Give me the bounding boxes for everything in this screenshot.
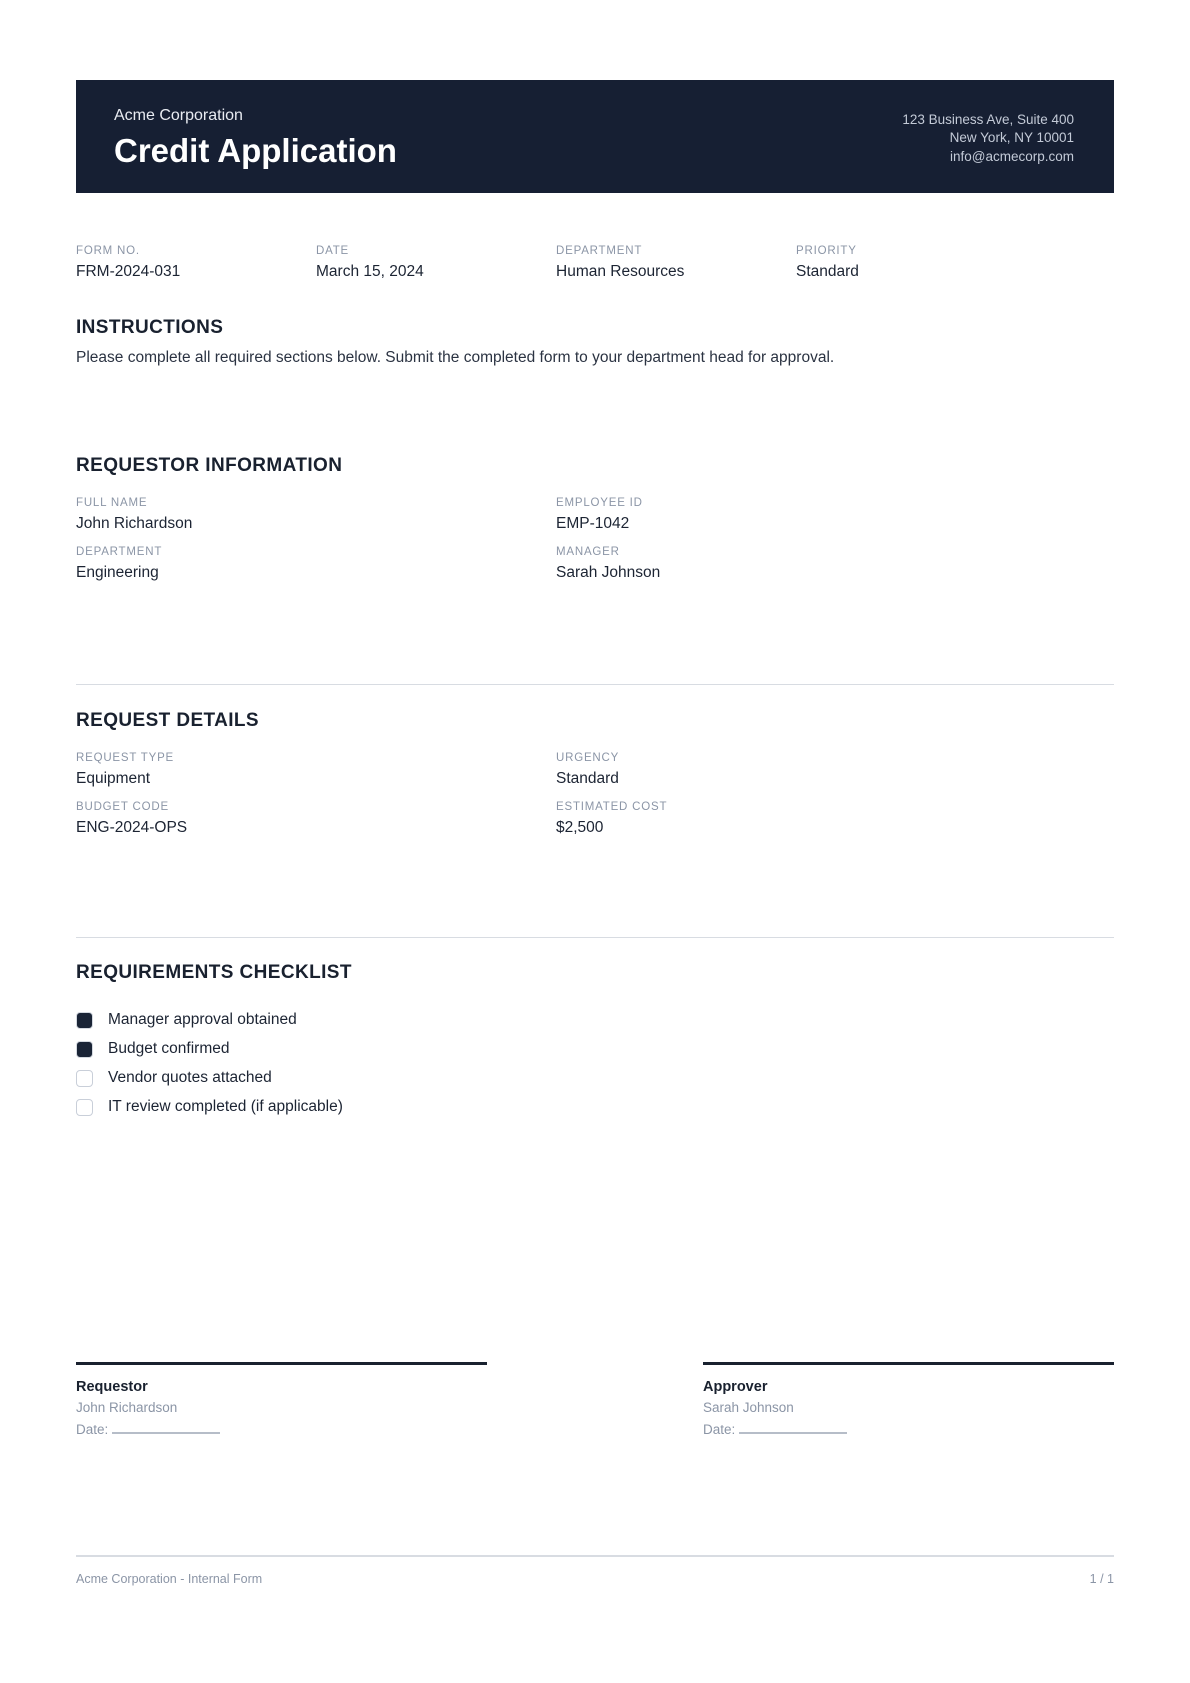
- address-line-1: 123 Business Ave, Suite 400: [902, 112, 1074, 128]
- instructions-heading: INSTRUCTIONS: [76, 317, 224, 338]
- instructions-text: Please complete all required sections below. Submit the completed form to your department head for approval.: [76, 349, 835, 366]
- page-footer: [76, 1557, 1114, 1586]
- field-priority: [796, 245, 1114, 281]
- page-number: 1 / 1: [1089, 1572, 1114, 1586]
- field-form-no: [76, 245, 316, 281]
- checkbox-manager-approval[interactable]: [76, 1012, 93, 1029]
- request-fields-grid: [76, 752, 1114, 837]
- field-value: Human Resources: [556, 263, 685, 280]
- section-divider: [76, 937, 1114, 938]
- requestor-information-section: [76, 455, 1114, 582]
- approver-signature-block: [703, 1362, 1114, 1437]
- field-value: Sarah Johnson: [556, 564, 661, 581]
- field-label: DEPARTMENT: [76, 546, 163, 558]
- field-request-type: [76, 752, 556, 788]
- signature-role: Requestor: [76, 1379, 148, 1395]
- checkbox-budget-confirmed[interactable]: [76, 1041, 93, 1058]
- checklist-item: [76, 1097, 1114, 1117]
- field-label: EMPLOYEE ID: [556, 497, 643, 509]
- field-requestor-department: [76, 546, 556, 582]
- document-header: [76, 80, 1114, 193]
- requestor-fields-grid: [76, 497, 1114, 582]
- field-label: DATE: [316, 245, 350, 257]
- field-department: [556, 245, 796, 281]
- signature-date-row: [76, 1422, 487, 1437]
- form-meta-row: [76, 245, 1114, 281]
- company-address-block: [902, 111, 1074, 165]
- section-divider: [76, 684, 1114, 685]
- signature-name: John Richardson: [76, 1400, 178, 1415]
- field-estimated-cost: [556, 801, 1114, 837]
- checkbox-vendor-quotes[interactable]: [76, 1070, 93, 1087]
- field-value: FRM-2024-031: [76, 263, 181, 280]
- checklist-item-label: Budget confirmed: [108, 1040, 230, 1057]
- checklist-item: [76, 1039, 1114, 1059]
- field-budget-code: [76, 801, 556, 837]
- field-label: ESTIMATED COST: [556, 801, 668, 813]
- signature-name: Sarah Johnson: [703, 1400, 794, 1415]
- checklist-item: [76, 1068, 1114, 1088]
- signature-role: Approver: [703, 1379, 768, 1395]
- checkbox-it-review[interactable]: [76, 1099, 93, 1116]
- field-full-name: [76, 497, 556, 533]
- field-value: Standard: [556, 770, 619, 787]
- request-details-section: [76, 710, 1114, 837]
- requirements-checklist-heading: REQUIREMENTS CHECKLIST: [76, 962, 352, 983]
- field-label: FORM NO.: [76, 245, 140, 257]
- field-manager: [556, 546, 1114, 582]
- signatures-row: [76, 1362, 1114, 1437]
- company-name: Acme Corporation: [114, 107, 243, 124]
- field-value: Engineering: [76, 564, 159, 581]
- checklist-item-label: Manager approval obtained: [108, 1011, 297, 1028]
- address-line-2: New York, NY 10001: [949, 130, 1074, 146]
- field-label: REQUEST TYPE: [76, 752, 175, 764]
- field-label: FULL NAME: [76, 497, 148, 509]
- document-title: Credit Application: [114, 132, 397, 169]
- field-label: BUDGET CODE: [76, 801, 169, 813]
- field-value: EMP-1042: [556, 515, 630, 532]
- field-label: DEPARTMENT: [556, 245, 643, 257]
- field-date: [316, 245, 556, 281]
- field-value: ENG-2024-OPS: [76, 819, 188, 836]
- header-title-block: [114, 107, 397, 170]
- field-urgency: [556, 752, 1114, 788]
- field-value: Equipment: [76, 770, 151, 787]
- footer-left-text: Acme Corporation - Internal Form: [76, 1572, 263, 1586]
- field-label: URGENCY: [556, 752, 620, 764]
- checklist: [76, 1010, 1114, 1117]
- requestor-information-heading: REQUESTOR INFORMATION: [76, 455, 343, 476]
- requestor-signature-block: [76, 1362, 487, 1437]
- date-blank-line: [112, 1423, 220, 1434]
- request-details-heading: REQUEST DETAILS: [76, 710, 259, 731]
- field-value: March 15, 2024: [316, 263, 424, 280]
- signature-date-row: [703, 1422, 1114, 1437]
- field-employee-id: [556, 497, 1114, 533]
- requirements-checklist-section: [76, 962, 1114, 1117]
- field-label: MANAGER: [556, 546, 620, 558]
- date-label: Date:: [703, 1422, 736, 1437]
- checklist-item-label: IT review completed (if applicable): [108, 1098, 343, 1115]
- checklist-item: [76, 1010, 1114, 1030]
- checklist-item-label: Vendor quotes attached: [108, 1069, 272, 1086]
- date-label: Date:: [76, 1422, 109, 1437]
- field-value: John Richardson: [76, 515, 193, 532]
- field-value: Standard: [796, 263, 859, 280]
- field-label: PRIORITY: [796, 245, 857, 257]
- field-value: $2,500: [556, 819, 604, 836]
- instructions-section: [76, 317, 1114, 367]
- company-email: info@acmecorp.com: [950, 148, 1074, 164]
- date-blank-line: [739, 1423, 847, 1434]
